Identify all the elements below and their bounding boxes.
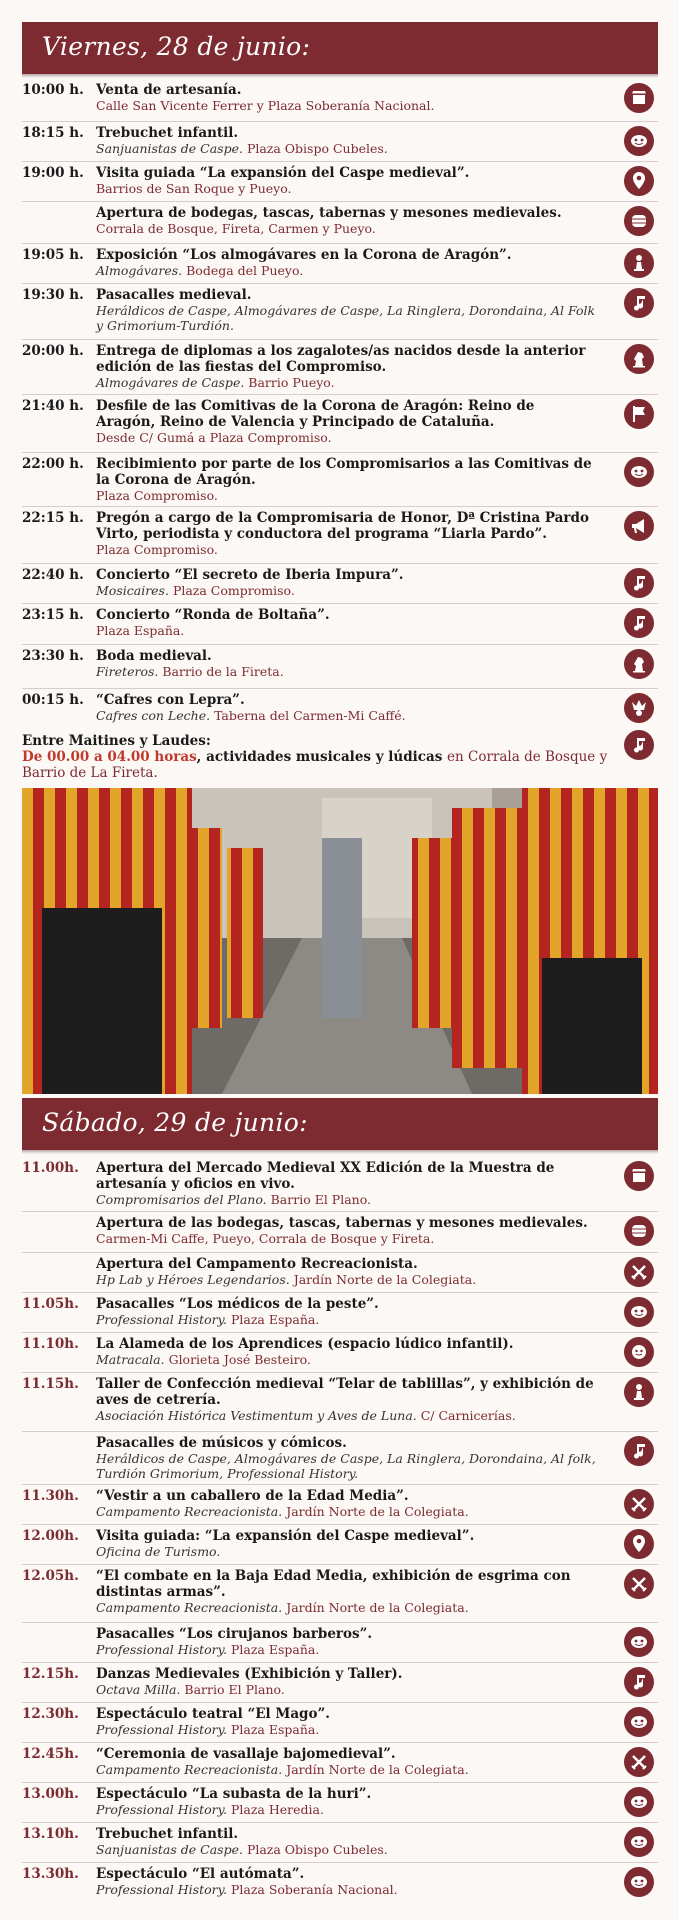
event-organizer: Sanjuanistas de Caspe. xyxy=(96,141,243,156)
event-place: Bodega del Pueyo. xyxy=(186,263,304,278)
event-organizer: Hp Lab y Héroes Legendarios. xyxy=(96,1272,290,1287)
event-title: Recibimiento por parte de los Compromisarios a las Comitivas de la Corona de Aragón. xyxy=(96,456,592,488)
market-stall-icon xyxy=(624,83,654,113)
row-divider xyxy=(22,1484,658,1485)
event-title: Entrega de diplomas a los zagalotes/as nacidos desde la anterior edición de las fiestas del Compromiso. xyxy=(96,343,586,375)
event-organizer: Campamento Recreacionista. xyxy=(96,1600,283,1615)
medieval-parade-photo xyxy=(22,788,658,1094)
event-place: C/ Carnicerías. xyxy=(420,1408,516,1423)
event-detail xyxy=(96,1802,596,1817)
event-organizer: Campamento Recreacionista. xyxy=(96,1762,283,1777)
event-title: Pasacalles de músicos y cómicos. xyxy=(96,1435,347,1451)
crossed-swords-icon xyxy=(624,1257,654,1287)
event-title: Concierto “Ronda de Boltaña”. xyxy=(96,607,330,623)
event-time: 11.10h. xyxy=(22,1336,79,1352)
chess-pawn-icon xyxy=(624,1377,654,1407)
theater-masks-icon xyxy=(624,1707,654,1737)
event-title: Visita guiada “La expansión del Caspe medieval”. xyxy=(96,165,470,181)
row-divider xyxy=(22,283,658,284)
event-place: Barrio de la Fireta. xyxy=(162,664,284,679)
music-note-icon xyxy=(624,288,654,318)
music-note-icon xyxy=(624,730,654,760)
row-divider xyxy=(22,644,658,645)
event-time: 23:15 h. xyxy=(22,607,84,623)
event-detail xyxy=(96,1352,596,1367)
crossed-swords-icon xyxy=(624,1747,654,1777)
map-pin-icon xyxy=(624,166,654,196)
event-title: Espectáculo “La subasta de la huri”. xyxy=(96,1786,372,1802)
event-place: Plaza Compromiso. xyxy=(96,542,218,557)
event-title: Apertura de las bodegas, tascas, tabernas y mesones medievales. xyxy=(96,1215,588,1231)
event-place: Corrala de Bosque, Fireta, Carmen y Pueyo. xyxy=(96,221,376,236)
event-time: 19:05 h. xyxy=(22,247,84,263)
barrel-icon xyxy=(624,206,654,236)
event-time: 11.30h. xyxy=(22,1488,79,1504)
crossed-swords-icon xyxy=(624,1489,654,1519)
row-divider xyxy=(22,201,658,202)
event-detail xyxy=(96,664,596,679)
event-time: 21:40 h. xyxy=(22,398,84,414)
event-organizer: Heráldicos de Caspe, Almogávares de Caspe, La Ringlera, Dorondaina, Al folk, Turdión Grimorium, Professional History. xyxy=(96,1451,596,1481)
event-organizer: Octava Milla. xyxy=(96,1682,181,1697)
event-time: 10:00 h. xyxy=(22,82,84,98)
event-place: Plaza Compromiso. xyxy=(172,583,295,598)
event-title: “Vestir a un caballero de la Edad Media”. xyxy=(96,1488,409,1504)
flag-icon xyxy=(624,399,654,429)
event-detail xyxy=(96,1722,596,1737)
event-place: Glorieta José Besteiro. xyxy=(168,1352,311,1367)
event-place: Jardín Norte de la Colegiata. xyxy=(286,1600,469,1615)
event-detail xyxy=(96,1231,596,1246)
event-time: 11.15h. xyxy=(22,1376,79,1392)
event-time: 00:15 h. xyxy=(22,692,84,708)
event-organizer: Campamento Recreacionista. xyxy=(96,1504,283,1519)
event-detail xyxy=(96,263,596,278)
event-title: “El combate en la Baja Edad Media, exhibición de esgrima con distintas armas”. xyxy=(96,1568,571,1600)
event-detail xyxy=(96,1762,596,1777)
event-title: Visita guiada: “La expansión del Caspe medieval”. xyxy=(96,1528,475,1544)
event-place: Jardín Norte de la Colegiata. xyxy=(286,1504,469,1519)
row-divider xyxy=(22,1252,658,1253)
event-organizer: Fireteros. xyxy=(96,664,159,679)
event-organizer: Oficina de Turismo. xyxy=(96,1544,221,1559)
theater-masks-icon xyxy=(624,1627,654,1657)
event-time: 13.00h. xyxy=(22,1786,79,1802)
event-place: Plaza Compromiso. xyxy=(96,488,218,503)
event-place: Jardín Norte de la Colegiata. xyxy=(293,1272,477,1287)
row-divider xyxy=(22,1292,658,1293)
row-divider xyxy=(22,1372,658,1373)
event-organizer: Mosicaires. xyxy=(96,583,169,598)
event-time: 12.05h. xyxy=(22,1568,79,1584)
event-detail xyxy=(96,1504,596,1519)
row-divider xyxy=(22,603,658,604)
event-title: Pasacalles “Los médicos de la peste”. xyxy=(96,1296,379,1312)
row-divider xyxy=(22,1782,658,1783)
event-place: Barrio El Plano. xyxy=(184,1682,285,1697)
map-pin-icon xyxy=(624,1529,654,1559)
event-detail xyxy=(96,1642,596,1657)
event-detail xyxy=(96,1842,596,1857)
event-time: 13.30h. xyxy=(22,1866,79,1882)
jester-icon xyxy=(624,693,654,723)
row-divider xyxy=(22,243,658,244)
event-time: 19:00 h. xyxy=(22,165,84,181)
event-organizer: Professional History. xyxy=(96,1722,227,1737)
event-organizer: Asociación Histórica Vestimentum y Aves de Luna. xyxy=(96,1408,417,1423)
event-title: Apertura de bodegas, tascas, tabernas y mesones medievales. xyxy=(96,205,562,221)
event-time: 22:00 h. xyxy=(22,456,84,472)
event-place: Plaza España. xyxy=(96,623,185,638)
event-detail xyxy=(96,623,596,638)
event-title: Taller de Confección medieval “Telar de tablillas”, y exhibición de aves de cetrería. xyxy=(96,1376,594,1408)
event-place: Jardín Norte de la Colegiata. xyxy=(286,1762,469,1777)
row-divider xyxy=(22,688,658,689)
event-title: Pasacalles medieval. xyxy=(96,287,252,303)
barrel-icon xyxy=(624,1216,654,1246)
event-detail xyxy=(96,1312,596,1327)
row-divider xyxy=(22,452,658,453)
event-time: 13.10h. xyxy=(22,1826,79,1842)
event-time: 12.45h. xyxy=(22,1746,79,1762)
music-note-icon xyxy=(624,1436,654,1466)
event-detail xyxy=(96,1682,596,1697)
event-time: 12.00h. xyxy=(22,1528,79,1544)
night-activities-note: Entre Maitines y Laudes: De 00.00 a 04.00 horas, actividades musicales y lúdicas en Corrala de Bosque y Barrio de La Fireta. xyxy=(22,733,608,781)
row-divider xyxy=(22,394,658,395)
row-divider xyxy=(22,1564,658,1565)
event-time: 20:00 h. xyxy=(22,343,84,359)
event-time: 12.15h. xyxy=(22,1666,79,1682)
theater-masks-icon xyxy=(624,1787,654,1817)
event-detail xyxy=(96,1600,596,1615)
chess-knight-icon xyxy=(624,344,654,374)
event-detail xyxy=(96,708,596,723)
market-stall-icon xyxy=(624,1161,654,1191)
event-place: Plaza Obispo Cubeles. xyxy=(246,1842,388,1857)
crossed-swords-icon xyxy=(624,1569,654,1599)
row-divider xyxy=(22,161,658,162)
event-title: Espectáculo teatral “El Mago”. xyxy=(96,1706,330,1722)
event-detail xyxy=(96,1192,596,1207)
event-organizer: Cafres con Leche. xyxy=(96,708,211,723)
theater-masks-icon xyxy=(624,1867,654,1897)
row-divider xyxy=(22,1211,658,1212)
theater-masks-icon xyxy=(624,1297,654,1327)
row-divider xyxy=(22,121,658,122)
event-title: Trebuchet infantil. xyxy=(96,1826,239,1842)
event-detail xyxy=(96,488,596,503)
event-detail xyxy=(96,583,596,598)
event-title: Exposición “Los almogávares en la Corona de Aragón”. xyxy=(96,247,512,263)
row-divider xyxy=(22,1431,658,1432)
event-title: La Alameda de los Aprendices (espacio lúdico infantil). xyxy=(96,1336,514,1352)
music-note-icon xyxy=(624,568,654,598)
row-divider xyxy=(22,1662,658,1663)
event-organizer: Professional History. xyxy=(96,1802,227,1817)
row-divider xyxy=(22,339,658,340)
row-divider xyxy=(22,1702,658,1703)
event-place: Plaza España. xyxy=(230,1722,320,1737)
row-divider xyxy=(22,1622,658,1623)
event-title: Apertura del Mercado Medieval XX Edición de la Muestra de artesanía y oficios en vivo. xyxy=(96,1160,555,1192)
event-detail xyxy=(96,221,596,236)
event-detail xyxy=(96,98,596,113)
event-organizer: Compromisarios del Plano. xyxy=(96,1192,267,1207)
friday-header: Viernes, 28 de junio: xyxy=(22,22,658,74)
theater-masks-icon xyxy=(624,1827,654,1857)
event-detail xyxy=(96,430,596,445)
event-place: Calle San Vicente Ferrer y Plaza Soberanía Nacional. xyxy=(96,98,435,113)
child-face-icon xyxy=(624,1337,654,1367)
event-place: Plaza Heredia. xyxy=(230,1802,324,1817)
event-title: “Ceremonia de vasallaje bajomedieval”. xyxy=(96,1746,396,1762)
event-place: Plaza España. xyxy=(230,1312,320,1327)
event-place: Plaza Soberanía Nacional. xyxy=(230,1882,398,1897)
event-time: 18:15 h. xyxy=(22,125,84,141)
event-time: 12.30h. xyxy=(22,1706,79,1722)
event-organizer: Almogávares de Caspe. xyxy=(96,375,245,390)
event-detail xyxy=(96,1408,596,1423)
event-organizer: Professional History. xyxy=(96,1882,227,1897)
theater-masks-icon xyxy=(624,126,654,156)
event-title: Apertura del Campamento Recreacionista. xyxy=(96,1256,418,1272)
event-organizer: Matracala. xyxy=(96,1352,165,1367)
event-title: Concierto “El secreto de Iberia Impura”. xyxy=(96,567,404,583)
event-place: Barrio El Plano. xyxy=(270,1192,371,1207)
row-divider xyxy=(22,1742,658,1743)
event-place: Barrios de San Roque y Pueyo. xyxy=(96,181,292,196)
music-note-icon xyxy=(624,1667,654,1697)
event-detail xyxy=(96,1544,596,1559)
event-place: Desde C/ Gumá a Plaza Compromiso. xyxy=(96,430,332,445)
event-title: Venta de artesanía. xyxy=(96,82,242,98)
event-organizer: Professional History. xyxy=(96,1312,227,1327)
event-organizer: Professional History. xyxy=(96,1642,227,1657)
row-divider xyxy=(22,506,658,507)
music-note-icon xyxy=(624,608,654,638)
row-divider xyxy=(22,1822,658,1823)
event-place: Carmen-Mi Caffe, Pueyo, Corrala de Bosque y Fireta. xyxy=(96,1231,435,1246)
event-place: Barrio Pueyo. xyxy=(248,375,335,390)
event-organizer: Heráldicos de Caspe, Almogávares de Caspe, La Ringlera, Dorondaina, Al Folk y Grimorium-Turdión. xyxy=(96,303,596,333)
event-title: Desfile de las Comitivas de la Corona de Aragón: Reino de Aragón, Reino de Valencia y Principado de Cataluña. xyxy=(96,398,535,430)
event-time: 11.00h. xyxy=(22,1160,79,1176)
megaphone-icon xyxy=(624,511,654,541)
event-time: 22:40 h. xyxy=(22,567,84,583)
event-detail xyxy=(96,375,596,390)
event-detail xyxy=(96,1451,596,1481)
event-title: Danzas Medievales (Exhibición y Taller). xyxy=(96,1666,403,1682)
event-title: Pregón a cargo de la Compromisaria de Honor, Dª Cristina Pardo Virto, periodista y conductora del programa “Liarla Pardo”. xyxy=(96,510,589,542)
event-title: Espectáculo “El autómata”. xyxy=(96,1866,305,1882)
event-time: 22:15 h. xyxy=(22,510,84,526)
row-divider xyxy=(22,563,658,564)
event-time: 11.05h. xyxy=(22,1296,79,1312)
event-detail xyxy=(96,542,596,557)
event-title: Boda medieval. xyxy=(96,648,212,664)
event-organizer: Almogávares. xyxy=(96,263,183,278)
event-title: “Cafres con Lepra”. xyxy=(96,692,245,708)
saturday-header: Sábado, 29 de junio: xyxy=(22,1098,658,1150)
event-place: Plaza España. xyxy=(230,1642,320,1657)
event-detail xyxy=(96,303,596,333)
event-organizer: Sanjuanistas de Caspe. xyxy=(96,1842,243,1857)
event-place: Plaza Obispo Cubeles. xyxy=(246,141,388,156)
event-time: 23:30 h. xyxy=(22,648,84,664)
row-divider xyxy=(22,1524,658,1525)
row-divider xyxy=(22,1332,658,1333)
event-detail xyxy=(96,181,596,196)
event-title: Trebuchet infantil. xyxy=(96,125,239,141)
event-detail xyxy=(96,1882,596,1897)
theater-masks-icon xyxy=(624,457,654,487)
event-title: Pasacalles “Los cirujanos barberos”. xyxy=(96,1626,373,1642)
row-divider xyxy=(22,1862,658,1863)
event-time: 19:30 h. xyxy=(22,287,84,303)
chess-knight-icon xyxy=(624,649,654,679)
chess-pawn-icon xyxy=(624,248,654,278)
event-detail xyxy=(96,141,596,156)
event-place: Taberna del Carmen-Mi Caffé. xyxy=(214,708,406,723)
event-detail xyxy=(96,1272,596,1287)
